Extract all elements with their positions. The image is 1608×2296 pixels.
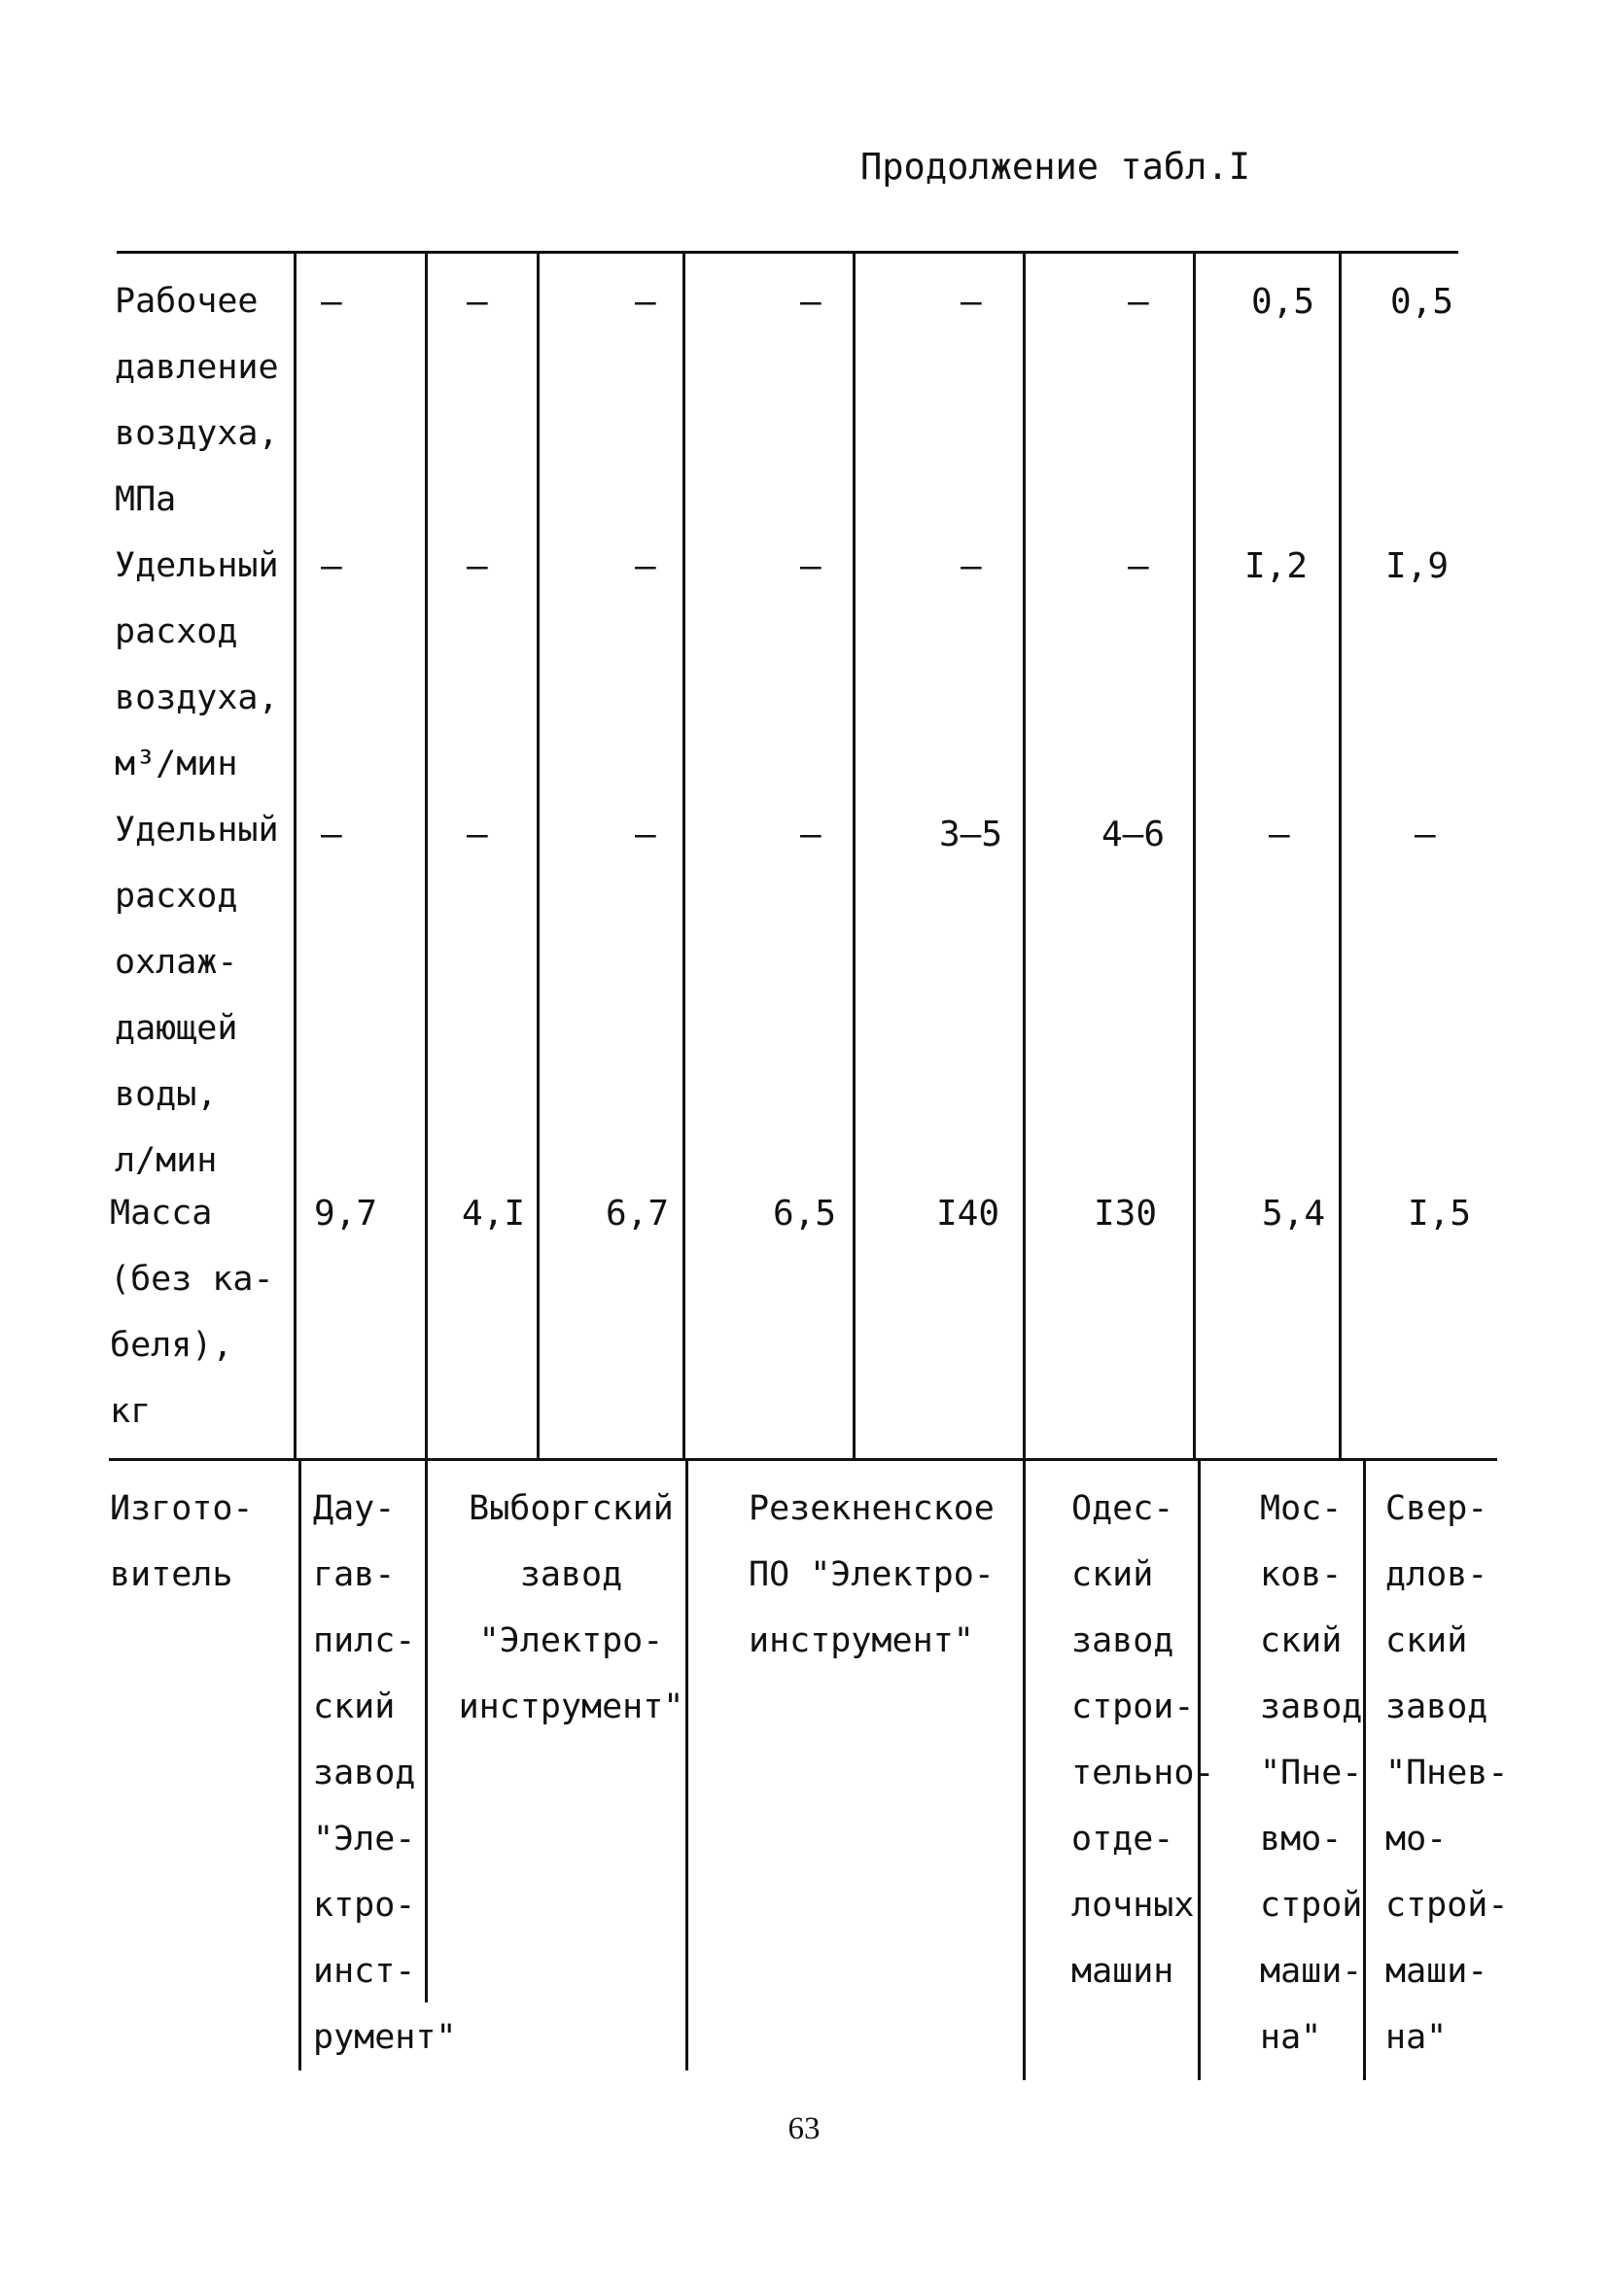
- table-cell: –: [800, 282, 821, 322]
- column-rule: [1339, 251, 1342, 1458]
- row-label-working-pressure: Рабочее давление воздуха, МПа: [115, 282, 279, 519]
- row-label-water-consumption: Удельный расход охлаж- дающей воды, л/мин: [115, 811, 279, 1180]
- table-cell: –: [467, 282, 488, 322]
- table-cell: 5,4: [1262, 1194, 1326, 1234]
- table-cell: –: [800, 546, 821, 586]
- table-cell: I,9: [1385, 546, 1450, 586]
- table-cell: –: [635, 282, 656, 322]
- table-cell: –: [321, 815, 342, 854]
- manufacturer-daugavpils: Дау- гав- пилс- ский завод "Эле- ктро- инст- румент": [313, 1489, 457, 2057]
- column-rule: [294, 251, 297, 1458]
- table-cell: I30: [1094, 1194, 1158, 1234]
- manufacturer-vyborg: Выборгский завод "Электро- инструмент": [458, 1489, 684, 1726]
- table-cell: –: [800, 815, 821, 854]
- manufacturer-column-rule: [1023, 1458, 1026, 2080]
- column-rule: [1193, 251, 1196, 1458]
- column-rule: [425, 251, 428, 1458]
- table-cell: –: [321, 546, 342, 586]
- column-rule: [1023, 251, 1026, 1458]
- manufacturer-sverdlovsk: Свер- длов- ский завод "Пнев- мо- строй- маши- на": [1385, 1489, 1509, 2057]
- table-cell: I,2: [1244, 546, 1309, 586]
- table-cell: 3–5: [939, 815, 1003, 854]
- table-cell: 6,5: [773, 1194, 837, 1234]
- row-label-manufacturer: Изгото- витель: [110, 1489, 254, 1594]
- table-cell: 4,I: [462, 1194, 526, 1234]
- table-cell: –: [961, 546, 982, 586]
- table-cell: –: [1415, 815, 1436, 854]
- manufacturer-column-rule: [685, 1458, 688, 2070]
- table-cell: –: [635, 546, 656, 586]
- table-cell: –: [635, 815, 656, 854]
- table-cell: –: [1128, 282, 1149, 322]
- table-caption: Продолжение табл.I: [860, 146, 1250, 188]
- manufacturer-rezekne: Резекненское ПО "Электро- инструмент": [749, 1489, 995, 1660]
- column-rule: [682, 251, 685, 1458]
- table-cell: 6,7: [606, 1194, 670, 1234]
- manufacturer-odessa: Одес- ский завод строи- тельно- отде- лочных машин: [1071, 1489, 1215, 1991]
- table-cell: –: [961, 282, 982, 322]
- table-cell: –: [467, 815, 488, 854]
- row-label-air-consumption: Удельный расход воздуха, м³/мин: [115, 546, 279, 783]
- column-rule: [537, 251, 540, 1458]
- manufacturer-separator-rule: [109, 1458, 1497, 1461]
- page-number: 63: [787, 2111, 821, 2146]
- table-cell: –: [467, 546, 488, 586]
- table-cell: 0,5: [1390, 282, 1454, 322]
- table-cell: –: [1128, 546, 1149, 586]
- table-cell: 9,7: [314, 1194, 378, 1234]
- manufacturer-moscow: Мос- ков- ский завод "Пне- вмо- строй маши- на": [1260, 1489, 1363, 2057]
- manufacturer-column-rule: [1363, 1458, 1366, 2080]
- table-cell: –: [321, 282, 342, 322]
- table-top-rule: [117, 251, 1458, 254]
- table-cell: 4–6: [1101, 815, 1166, 854]
- table-cell: –: [1269, 815, 1290, 854]
- table-cell: I40: [936, 1194, 1000, 1234]
- manufacturer-column-rule: [298, 1458, 301, 2070]
- row-label-mass: Масса (без ка- беля), кг: [110, 1194, 274, 1431]
- table-cell: I,5: [1408, 1194, 1472, 1234]
- column-rule: [853, 251, 856, 1458]
- table-cell: 0,5: [1251, 282, 1315, 322]
